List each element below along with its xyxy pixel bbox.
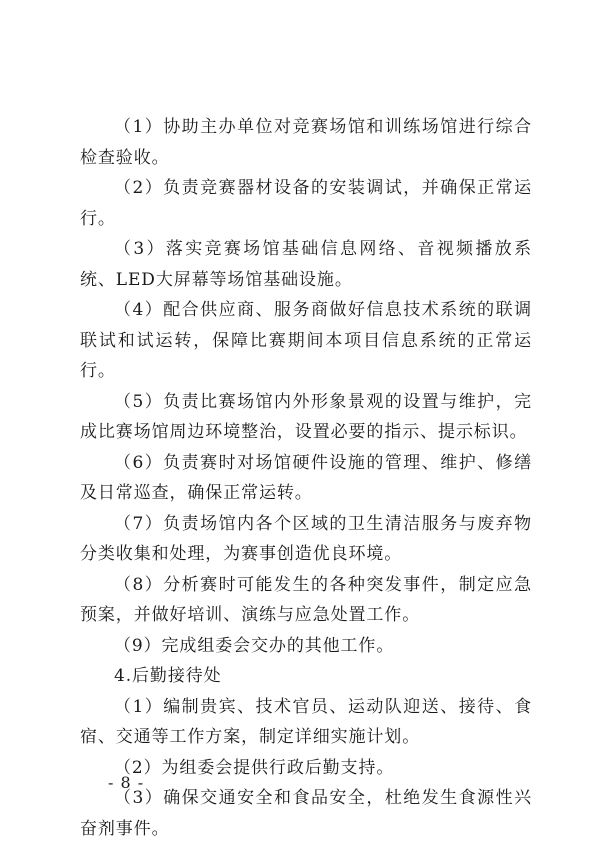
page-number: - 8 -: [108, 773, 145, 792]
paragraph-item-9: （9）完成组委会交办的其他工作。: [114, 635, 395, 656]
paragraph-item-6: （6）负责赛时对场馆硬件设施的管理、维护、修缮及日常巡查，确保正常运转。: [80, 452, 532, 503]
document-body: [80, 112, 532, 844]
paragraph-item-3: （3）落实竞赛场馆基础信息网络、音视频播放系统、LED大屏幕等场馆基础设施。: [80, 239, 532, 290]
paragraph-item-5: （5）负责比赛场馆内外形象景观的设置与维护，完成比赛场馆周边环境整治，设置必要的指示、提示标识。: [80, 391, 532, 442]
paragraph-item-4: （4）配合供应商、服务商做好信息技术系统的联调联试和试运转，保障比赛期间本项目信息系统的正常运行。: [80, 300, 532, 381]
section-heading: 4.后勤接待处: [114, 666, 222, 686]
paragraph-item-11: （2）为组委会提供行政后勤支持。: [114, 757, 395, 778]
paragraph-item-8: （8）分析赛时可能发生的各种突发事件，制定应急预案，并做好培训、演练与应急处置工作。: [80, 574, 532, 625]
paragraph-item-12: （3）确保交通安全和食品安全，杜绝发生食源性兴奋剂事件。: [80, 788, 532, 839]
paragraph-item-1: （1）协助主办单位对竞赛场馆和训练场馆进行综合检查验收。: [80, 117, 532, 168]
paragraph-item-10: （1）编制贵宾、技术官员、运动队迎送、接待、食宿、交通等工作方案，制定详细实施计划。: [80, 696, 532, 747]
paragraph-item-7: （7）负责场馆内各个区域的卫生清洁服务与废弃物分类收集和处理，为赛事创造优良环境。: [80, 513, 532, 564]
paragraph-item-2: （2）负责竞赛器材设备的安装调试，并确保正常运行。: [80, 178, 532, 229]
